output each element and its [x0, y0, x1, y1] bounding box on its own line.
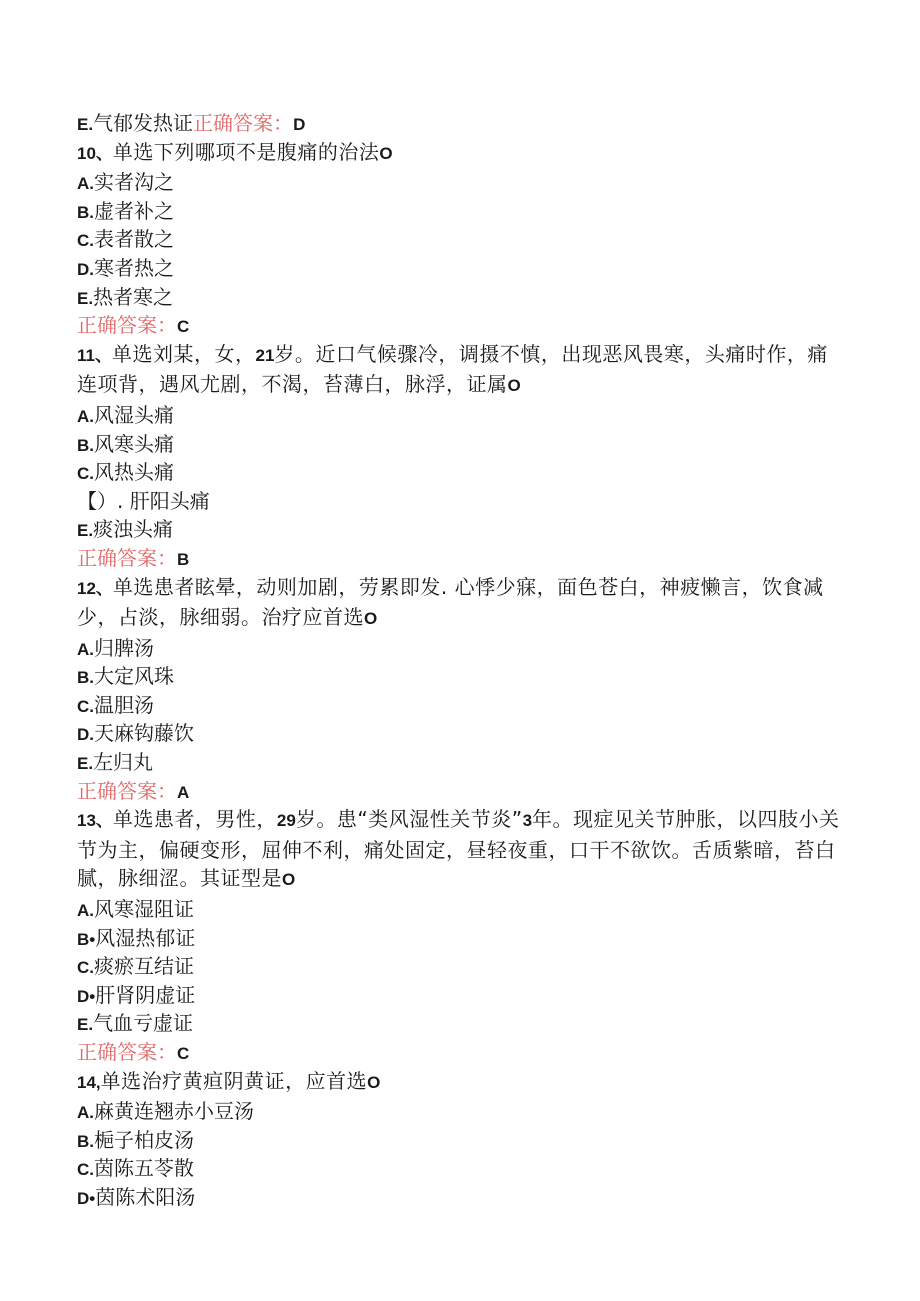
option-text: 气血亏虚证 [93, 1011, 194, 1036]
option-text: 茵陈五苓散 [94, 1156, 194, 1181]
answer-line [77, 311, 847, 340]
question-text: 单选患者眩晕，动则加剧，劳累即发. 心悸少寐，面色苍白，神疲懒言，饮食减少，占淡，脉细弱。治疗应首选 [77, 574, 824, 630]
option-text: 热者寒之 [93, 284, 174, 309]
option-text: 虚者补之 [94, 198, 174, 223]
question-text: 岁。患“类风湿性关节炎” [295, 807, 523, 832]
answer-prefix: 正确答案： [193, 111, 294, 135]
option-text: 麻黄连翘赤小豆汤 [94, 1099, 254, 1124]
option-line [77, 924, 847, 953]
answer-line [77, 777, 847, 806]
option-line [77, 487, 847, 516]
option-line [77, 719, 847, 748]
question-number: 14, [77, 1072, 101, 1092]
option-label: E. [77, 521, 94, 541]
option-label: C. [77, 696, 94, 716]
option-label: B. [77, 668, 94, 688]
option-text: 风湿头痛 [94, 402, 174, 427]
answer-value: B [177, 549, 190, 569]
option-line [77, 981, 847, 1010]
option-line [77, 225, 847, 254]
question-line [77, 573, 847, 634]
option-text: 温胆汤 [94, 692, 154, 717]
option-line [77, 283, 847, 312]
option-text: 梔子柏皮汤 [94, 1127, 194, 1152]
answer-value: C [177, 317, 190, 337]
option-text: 【）. 肝阳头痛 [77, 488, 210, 513]
question-number: 11、 [77, 345, 112, 365]
option-label: B. [77, 435, 94, 455]
answer-prefix: 正确答案： [77, 313, 177, 338]
option-text: 气郁发热证 [93, 111, 194, 135]
answer-prefix: 正确答案： [77, 1040, 177, 1064]
option-line [77, 1126, 847, 1155]
question-number: 10、 [77, 143, 113, 163]
question-line [77, 138, 847, 169]
option-line [77, 662, 847, 691]
option-line [77, 634, 847, 663]
option-line [77, 1097, 847, 1126]
answer-line [77, 1038, 847, 1067]
question-text: 年。现症见关节肿胀，以四肢小关节为主，偏硬变形，屈伸不利，痛处固定，昼轻夜重，口干不欲饮。舌质紫暗，苔白腻，脉细涩。其证型是 [77, 807, 840, 891]
question-text: 单选治疗黄疸阴黄证，应首选 [100, 1068, 368, 1093]
option-label: D• [77, 1188, 96, 1208]
option-text: 风热头痛 [94, 460, 174, 485]
option-text: 实者沟之 [94, 170, 174, 195]
option-label: B• [77, 929, 96, 949]
question-number-inline: 29 [276, 811, 296, 831]
question-number: 12、 [77, 578, 113, 598]
question-line [77, 805, 847, 895]
option-text: 风寒头痛 [94, 431, 174, 456]
option-text: 左归丸 [93, 750, 154, 775]
option-line [77, 748, 847, 777]
option-label: E. [77, 288, 94, 308]
answer-line [77, 544, 847, 573]
question-text: 单选患者，男性， [112, 807, 277, 832]
option-label: D. [77, 259, 94, 279]
option-label: C. [77, 231, 94, 251]
option-line [77, 952, 847, 981]
option-line [77, 458, 847, 487]
option-text: 寒者热之 [94, 255, 174, 280]
option-line [77, 401, 847, 430]
option-line [77, 1009, 847, 1038]
question-blank-marker: O [507, 376, 521, 396]
option-label: B. [77, 1131, 94, 1151]
option-label: B. [77, 202, 94, 222]
option-text: 茵陈术阳汤 [95, 1184, 196, 1209]
option-text: 痰瘀互结证 [94, 954, 194, 979]
option-text: 天麻钩藤饮 [94, 721, 194, 746]
option-text: 表者散之 [94, 227, 174, 252]
option-text: 大定风珠 [94, 664, 174, 689]
option-label: E. [77, 754, 94, 774]
option-line [77, 109, 847, 138]
question-blank-marker: O [282, 870, 296, 890]
answer-value: C [177, 1044, 190, 1063]
question-text: 岁。近口气候骤冷，调摄不慎，出现恶风畏寒，头痛时作，痛连项背，遇风尤剧，不渴，苔薄白，脉浮，证属 [77, 341, 828, 397]
question-line [77, 1067, 847, 1098]
option-label: A. [77, 1103, 94, 1123]
answer-value: A [177, 782, 190, 802]
question-blank-marker: O [367, 1072, 381, 1092]
option-label: A. [77, 639, 94, 659]
option-label: C. [77, 1160, 94, 1180]
option-label: A. [77, 406, 94, 426]
option-text: 风寒湿阻证 [94, 897, 194, 922]
option-line [77, 515, 847, 544]
question-number-inline: 21 [255, 345, 275, 365]
answer-prefix: 正确答案： [77, 545, 177, 570]
option-text: 风湿热郁证 [95, 925, 196, 950]
question-number: 13、 [77, 811, 113, 831]
option-text: 归脾汤 [94, 635, 154, 660]
option-line [77, 691, 847, 720]
option-label: C. [77, 958, 94, 978]
document-page [77, 109, 847, 1212]
option-label: E. [77, 115, 94, 134]
answer-prefix: 正确答案： [77, 778, 177, 803]
option-line [77, 1183, 847, 1212]
option-line [77, 895, 847, 924]
option-line [77, 1154, 847, 1183]
option-label: D• [77, 986, 96, 1006]
question-number-inline: 3 [522, 811, 533, 831]
option-line [77, 168, 847, 197]
option-text: 痰浊头痛 [93, 517, 174, 542]
option-label: E. [77, 1015, 94, 1035]
question-blank-marker: O [364, 609, 378, 629]
option-label: D. [77, 725, 94, 745]
option-line [77, 197, 847, 226]
question-line [77, 340, 847, 401]
option-line [77, 430, 847, 459]
option-text: 肝肾阴虚证 [95, 982, 196, 1007]
option-label: C. [77, 464, 94, 484]
option-label: A. [77, 174, 94, 194]
answer-value: D [293, 115, 306, 134]
question-blank-marker: O [379, 143, 393, 163]
question-text: 单选刘某，女， [111, 341, 256, 366]
option-line [77, 254, 847, 283]
option-label: A. [77, 901, 94, 921]
question-text: 单选下列哪项不是腹痛的治法 [112, 139, 380, 164]
